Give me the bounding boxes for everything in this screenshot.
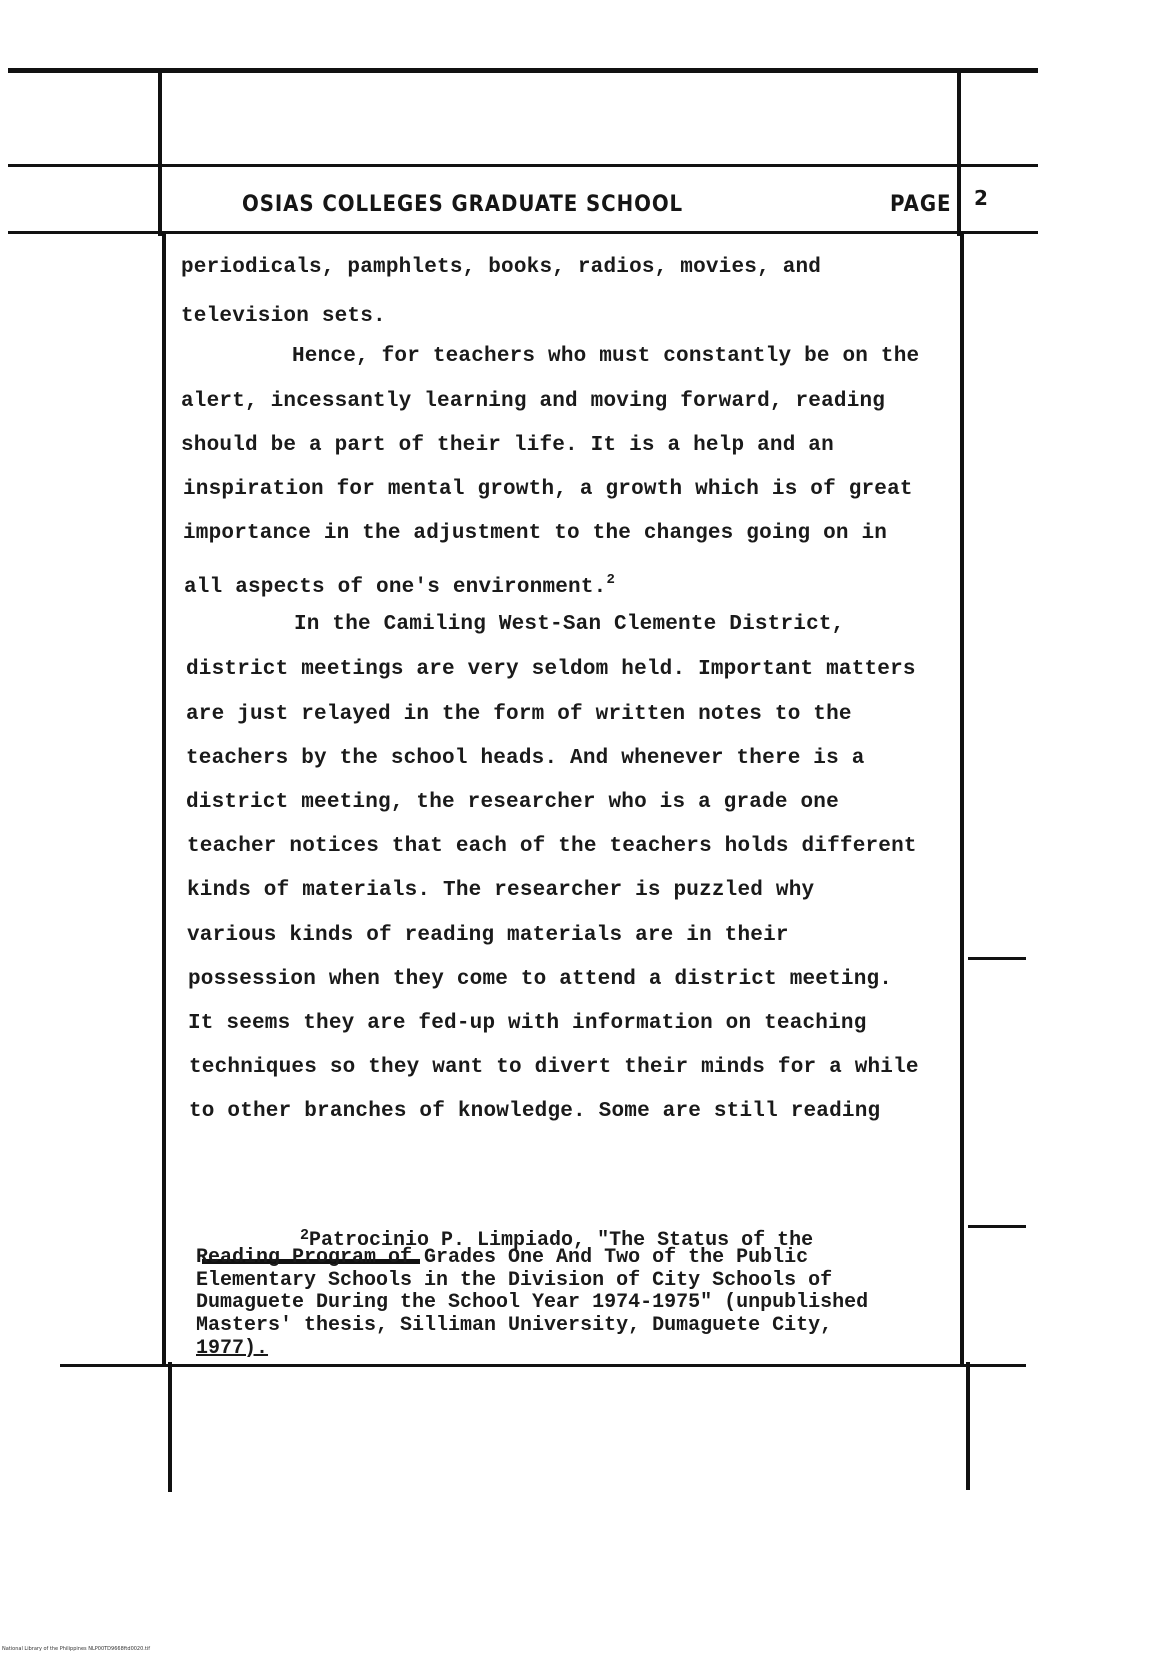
footnote-reference: 2 [606,572,616,588]
footnote-line: Elementary Schools in the Division of City Schools of [196,1269,833,1292]
body-line: are just relayed in the form of written notes to the [186,703,852,726]
body-line: teacher notices that each of the teachers holds different [187,835,917,858]
body-line: techniques so they want to divert their minds for a while [189,1056,919,1079]
left-margin-rule [158,70,162,236]
body-line: It seems they are fed-up with information on teaching [188,1012,867,1035]
body-line: various kinds of reading materials are in their [187,924,789,947]
page-label: PAGE [890,192,952,217]
body-line: district meetings are very seldom held. Important matters [186,658,916,681]
footnote-line: Masters' thesis, Silliman University, Dumaguete City, [196,1314,833,1337]
body-line: alert, incessantly learning and moving forward, reading [181,390,886,413]
header-bottom-rule [8,231,1038,234]
top-border-rule [8,68,1038,73]
right-margin-rule [957,70,961,236]
body-line: importance in the adjustment to the changes going on in [183,522,888,545]
footnote-number: 2 [300,1227,310,1244]
right-margin-rule-body [960,234,964,1364]
body-line: possession when they come to attend a district meeting. [188,968,893,991]
footnote-text: Patrocinio P. Limpiado, "The Status of the [309,1229,814,1252]
page-number: 2 [974,186,988,210]
page-header-title: OSIAS COLLEGES GRADUATE SCHOOL [242,192,684,217]
header-top-rule [8,164,1038,167]
body-line: to other branches of knowledge. Some are still reading [189,1100,881,1123]
body-line-text: all aspects of one's environment. [184,576,607,599]
footnote-line: Reading Program of Grades One And Two of the Public [196,1246,809,1269]
body-line: In the Camiling West-San Clemente District, [294,613,845,636]
margin-tick [968,957,1026,960]
body-line: Hence, for teachers who must constantly be on the [292,345,920,368]
body-line-with-footnote-ref [184,568,615,600]
body-line: district meeting, the researcher who is a grade one [186,791,839,814]
body-line: inspiration for mental growth, a growth which is of great [183,478,913,501]
body-line: teachers by the school heads. And whenever there is a [186,747,865,770]
footnote-line: Dumaguete During the School Year 1974-1975" (unpublished [196,1291,869,1314]
left-margin-rule-bottom [168,1362,172,1492]
body-line: periodicals, pamphlets, books, radios, movies, and [181,256,822,279]
footnote-line: 1977). [196,1337,269,1360]
right-margin-rule-bottom [966,1362,970,1490]
body-line: television sets. [181,305,386,328]
margin-tick [968,1225,1026,1228]
left-margin-rule-body [162,234,166,1364]
archive-footer-text: National Library of the Philippines NLP00TD9668ftd0020.tif [2,1646,150,1652]
footer-rule [60,1364,1026,1367]
body-line: kinds of materials. The researcher is puzzled why [187,879,815,902]
body-line: should be a part of their life. It is a help and an [181,434,834,457]
